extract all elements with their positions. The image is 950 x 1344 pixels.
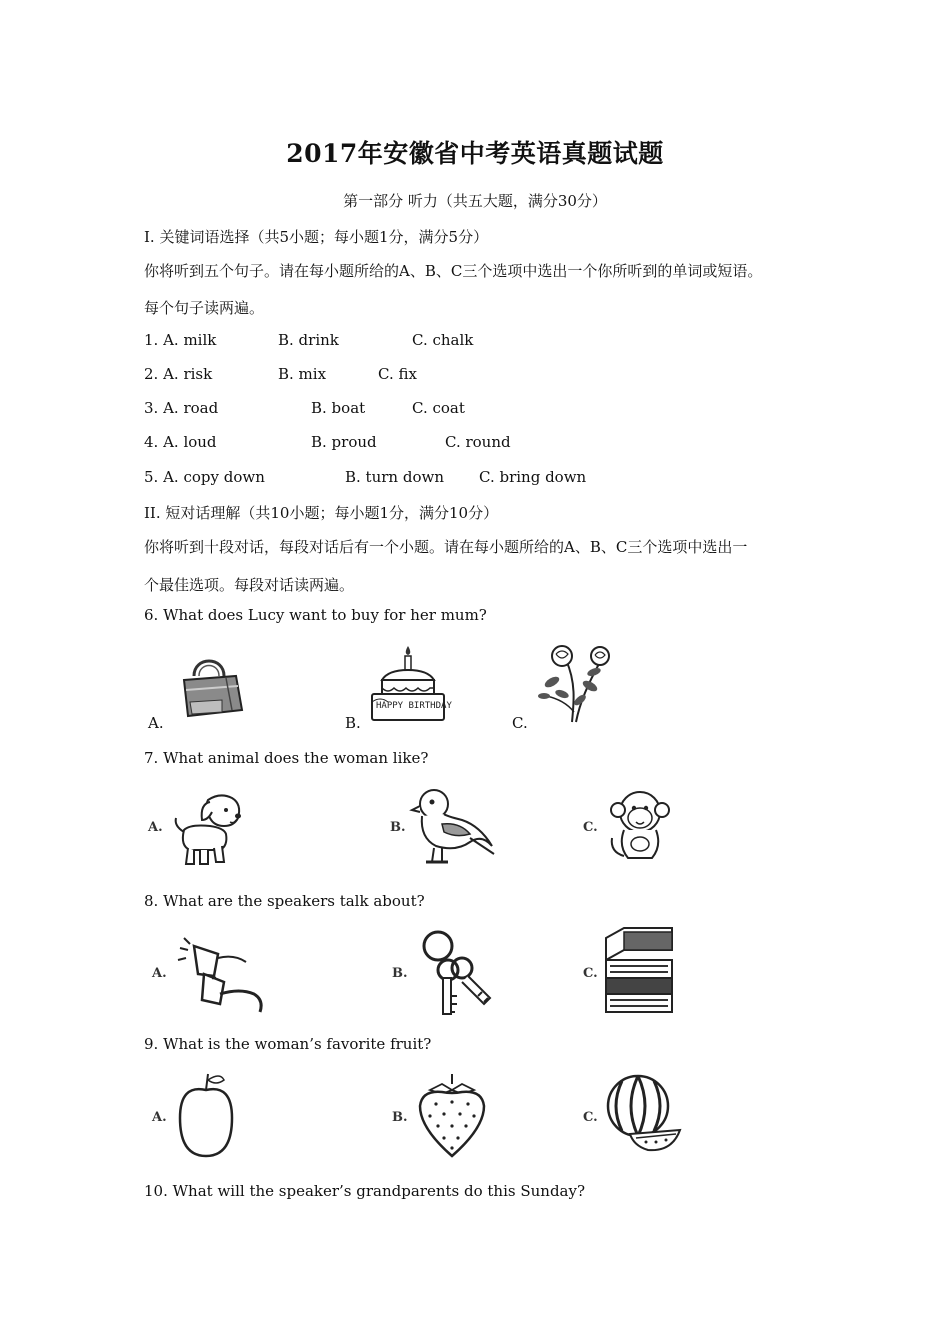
q9-label-b: B. — [392, 1110, 408, 1125]
cake-text: HAPPY BIRTHDAY — [376, 701, 452, 711]
monkey-icon — [604, 786, 676, 866]
q8-label-b: B. — [392, 966, 408, 981]
q4-option-c: C. round — [445, 433, 511, 451]
section2-heading: II. 短对话理解（共10小题；每小题1分，满分10分） — [144, 504, 499, 522]
q6-label-a: A. — [148, 714, 164, 732]
bird-icon — [408, 784, 500, 868]
q2-option-c: C. fix — [378, 365, 417, 383]
handbag-icon — [176, 650, 248, 720]
q1-option-c: C. chalk — [412, 331, 474, 349]
keys-icon — [412, 928, 496, 1020]
q7-label-a: A. — [148, 820, 163, 835]
q1-option-a: 1. A. milk — [144, 331, 217, 349]
q9-label-a: A. — [152, 1110, 167, 1125]
q3-option-a: 3. A. road — [144, 399, 219, 417]
roses-icon — [532, 642, 620, 726]
q7-label-b: B. — [390, 820, 406, 835]
strawberry-icon — [412, 1070, 492, 1160]
q3-option-c: C. coat — [412, 399, 465, 417]
q8-text: 8. What are the speakers talk about? — [144, 892, 425, 910]
q9-text: 9. What is the woman’s favorite fruit? — [144, 1035, 432, 1053]
q6-label-b: B. — [345, 714, 361, 732]
section2-instruction: 你将听到十段对话，每段对话后有一个小题。请在每小题所给的A、B、C三个选项中选出一 — [144, 538, 748, 556]
q7-label-c: C. — [583, 820, 598, 835]
q4-option-b: B. proud — [311, 433, 377, 451]
q6-text: 6. What does Lucy want to buy for her mum? — [144, 606, 487, 624]
section1-instruction: 你将听到五个句子。请在每小题所给的A、B、C三个选项中选出一个你所听到的单词或短语。 — [144, 262, 763, 280]
section1-heading: I. 关键词语选择（共5小题；每小题1分，满分5分） — [144, 228, 489, 246]
q2-option-a: 2. A. risk — [144, 365, 213, 383]
q4-option-a: 4. A. loud — [144, 433, 217, 451]
birthday-cake-icon — [368, 642, 450, 724]
watermelon-icon — [602, 1072, 682, 1156]
q1-option-b: B. drink — [278, 331, 339, 349]
q10-text: 10. What will the speaker’s grandparents do this Sunday? — [144, 1182, 585, 1200]
q8-label-a: A. — [152, 966, 167, 981]
apple-icon — [174, 1072, 238, 1160]
q5-option-c: C. bring down — [479, 468, 587, 486]
q6-label-c: C. — [512, 714, 528, 732]
q8-label-c: C. — [583, 966, 598, 981]
page-title: 2017年安徽省中考英语真题试题 — [286, 139, 664, 168]
section1-instruction-cont: 每个句子读两遍。 — [144, 299, 265, 317]
q5-option-b: B. turn down — [345, 468, 444, 486]
q3-option-b: B. boat — [311, 399, 366, 417]
q5-option-a: 5. A. copy down — [144, 468, 265, 486]
part-heading: 第一部分 听力（共五大题，满分30分） — [343, 192, 607, 210]
section2-instruction-cont: 个最佳选项。每段对话读两遍。 — [144, 576, 355, 594]
q7-text: 7. What animal does the woman like? — [144, 749, 429, 767]
q2-option-b: B. mix — [278, 365, 327, 383]
books-icon — [602, 926, 678, 1016]
q9-label-c: C. — [583, 1110, 598, 1125]
glasses-icon — [174, 934, 268, 1014]
dog-icon — [170, 790, 250, 868]
